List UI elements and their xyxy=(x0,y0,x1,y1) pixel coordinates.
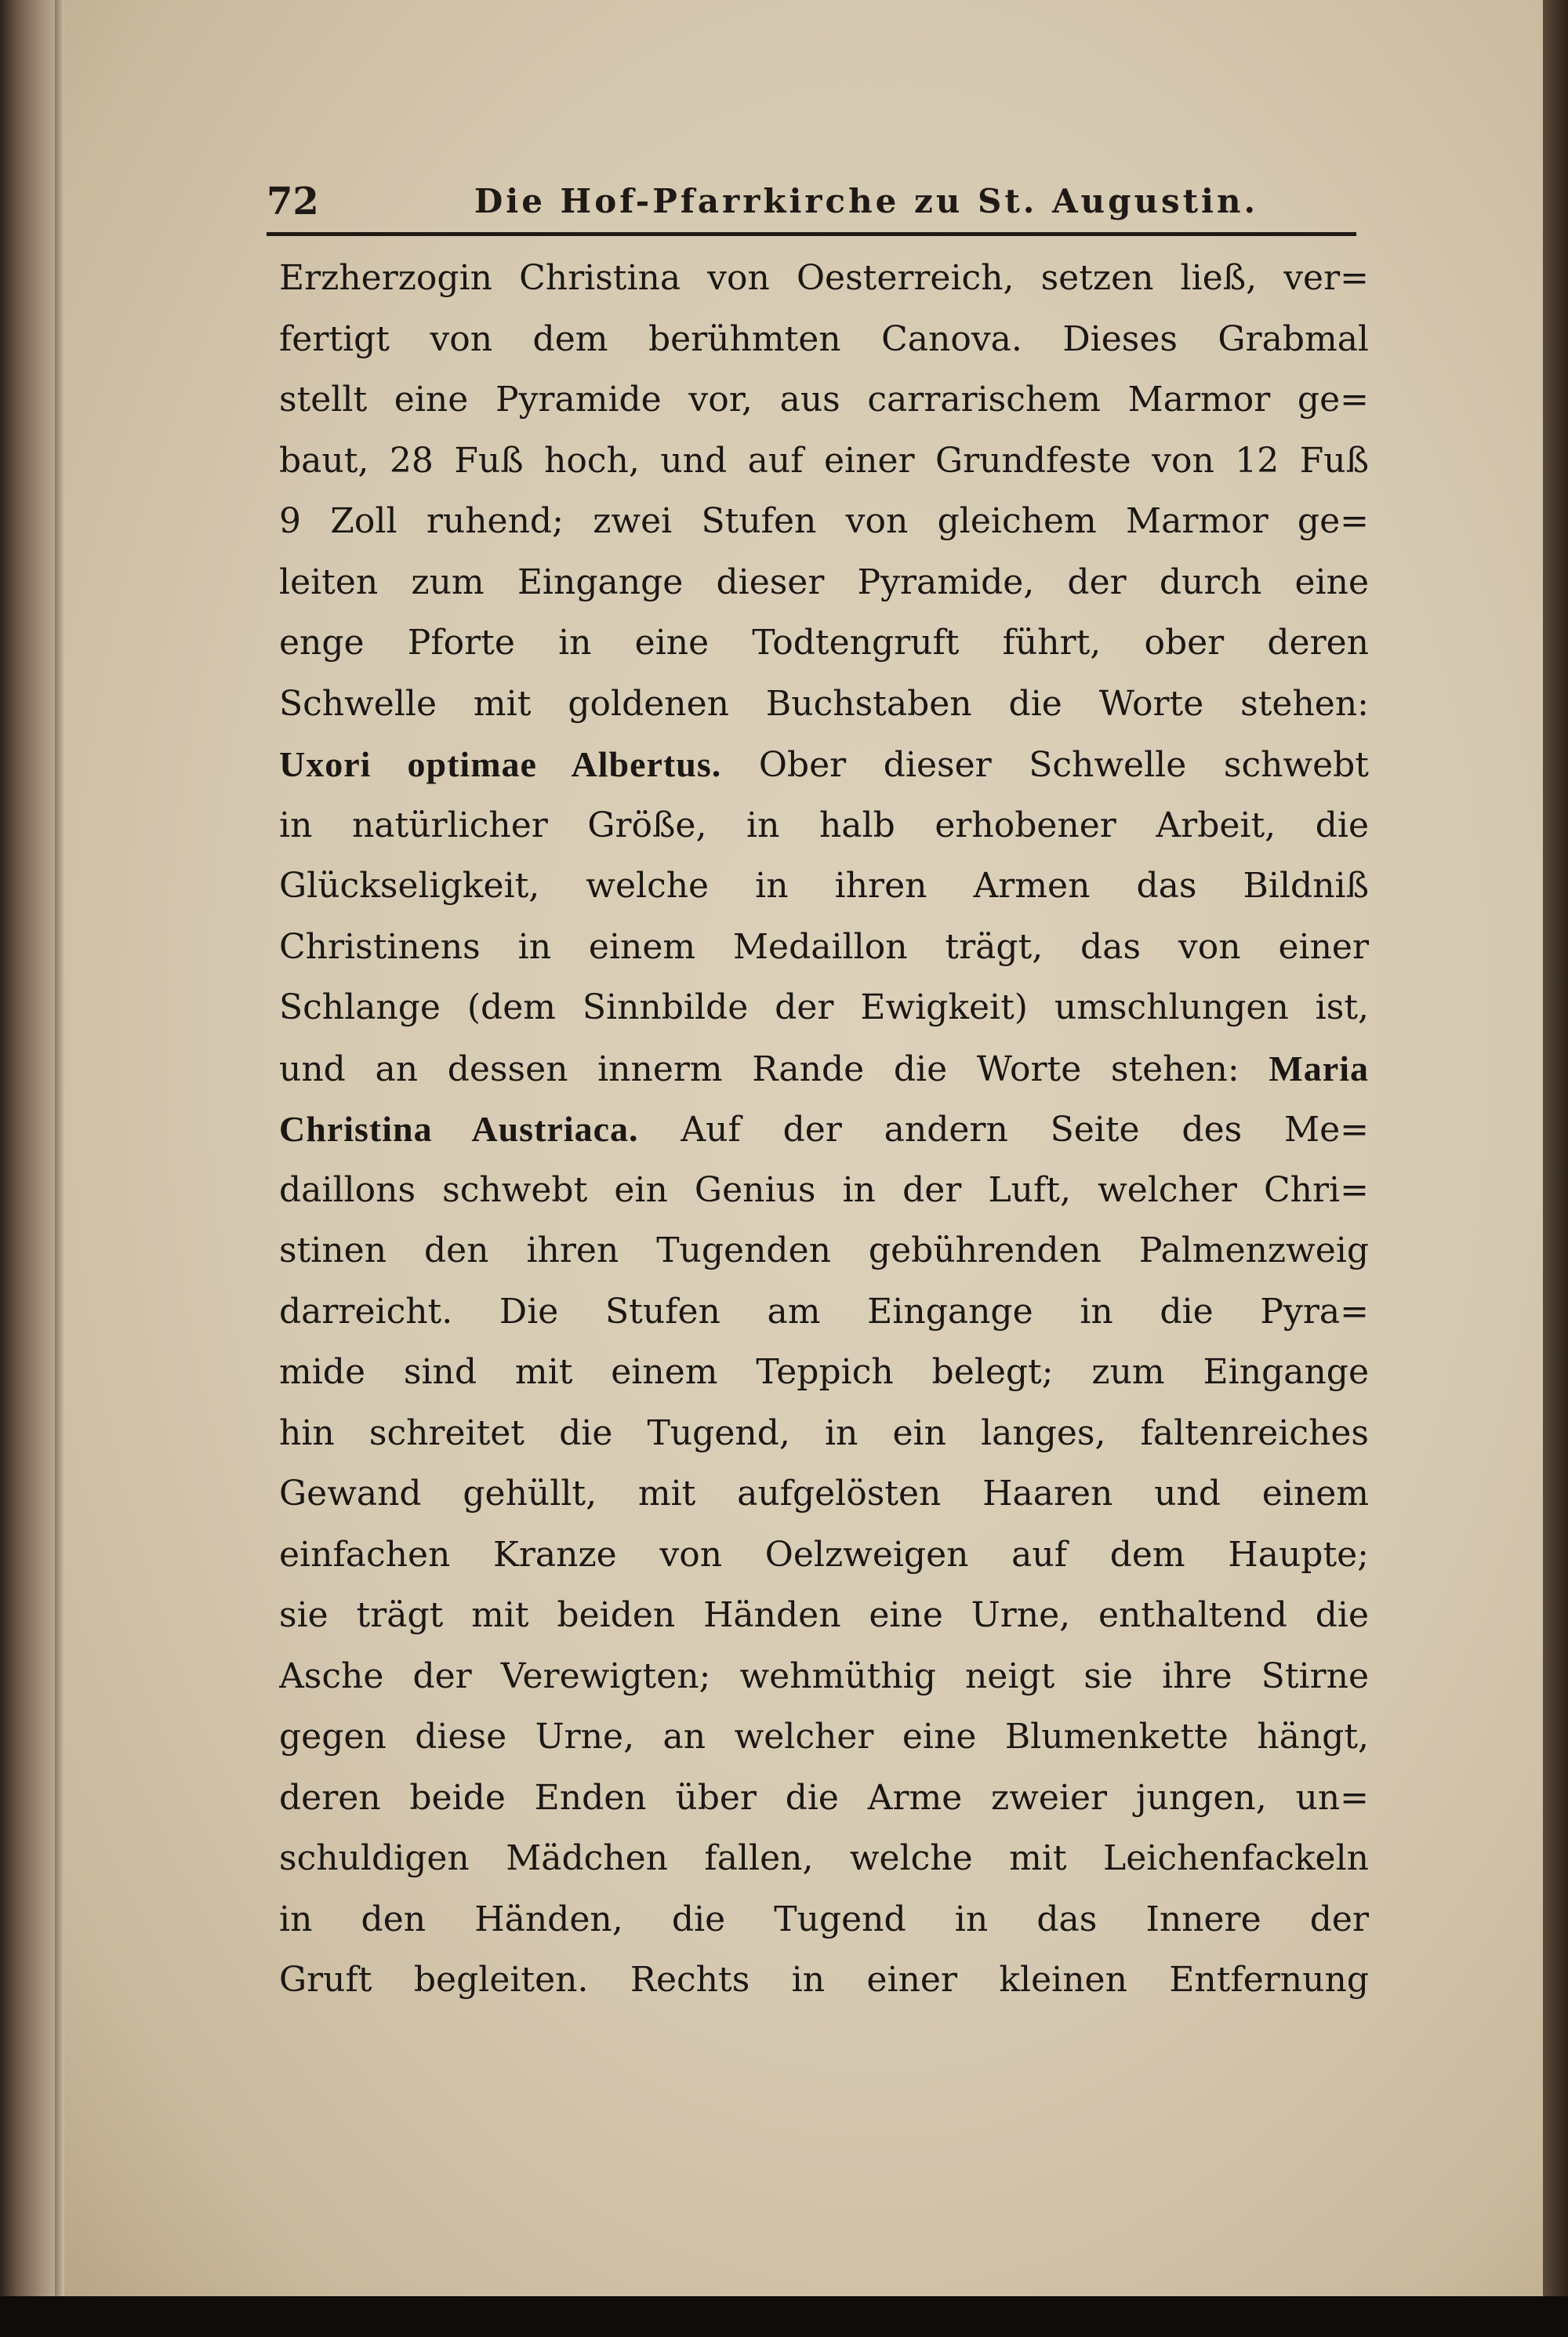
text-line: fertigt von dem berühmten Canova. Dieses Grabmal xyxy=(279,318,1369,359)
page-stack-edge xyxy=(55,0,64,2337)
cover-right-edge xyxy=(1543,0,1568,2337)
page-number: 72 xyxy=(267,180,319,224)
text-line: schuldigen Mädchen fallen, welche mit Leichenfackeln xyxy=(279,1838,1369,1878)
text-line: 9 Zoll ruhend; zwei Stufen von gleichem Marmor ge= xyxy=(279,501,1369,541)
text-line: Schwelle mit goldenen Buchstaben die Worte stehen: xyxy=(279,683,1369,724)
text-line: in den Händen, die Tugend in das Innere der xyxy=(279,1899,1369,1939)
text-line: stellt eine Pyramide vor, aus carrarischem Marmor ge= xyxy=(279,380,1369,420)
text-line: enge Pforte in eine Todtengruft führt, ober deren xyxy=(279,623,1369,663)
text-line: in natürlicher Größe, in halb erhobener Arbeit, die xyxy=(279,805,1369,845)
text-fragment: Auf der andern Seite des Me= xyxy=(681,1110,1369,1150)
latin-inscription: Uxori optimae Albertus. xyxy=(279,744,722,784)
text-line: gegen diese Urne, an welcher eine Blumenkette hängt, xyxy=(279,1717,1369,1757)
text-line: baut, 28 Fuß hoch, und auf einer Grundfeste von 12 Fuß xyxy=(279,440,1369,481)
text-line: mide sind mit einem Teppich belegt; zum Eingange xyxy=(279,1352,1369,1392)
text-fragment: und an dessen innerm Rande die Worte stehen: xyxy=(279,1049,1240,1089)
body-text xyxy=(279,248,1369,2011)
text-line: Christinens in einem Medaillon trägt, das von einer xyxy=(279,926,1369,967)
text-line: stinen den ihren Tugenden gebührenden Palmenzweig xyxy=(279,1230,1369,1270)
page-header xyxy=(267,174,1356,229)
text-line-with-inscription xyxy=(279,1038,1369,1099)
text-line: hin schreitet die Tugend, in ein langes, faltenreiches xyxy=(279,1412,1369,1453)
text-line: Glückseligkeit, welche in ihren Armen das Bildniß xyxy=(279,866,1369,906)
text-line: deren beide Enden über die Arme zweier jungen, un= xyxy=(279,1777,1369,1818)
text-line: daillons schwebt ein Genius in der Luft, welcher Chri= xyxy=(279,1169,1369,1210)
text-fragment: Ober dieser Schwelle schwebt xyxy=(758,745,1369,785)
latin-inscription: Maria xyxy=(1269,1048,1369,1089)
running-head-title: Die Hof-Pfarrkirche zu St. Augustin. xyxy=(474,182,1259,220)
text-line: Gewand gehüllt, mit aufgelösten Haaren und einem xyxy=(279,1474,1369,1514)
text-line: darreicht. Die Stufen am Eingange in die Pyra= xyxy=(279,1291,1369,1332)
latin-inscription: Christina Austriaca. xyxy=(279,1109,639,1149)
text-line: sie trägt mit beiden Händen eine Urne, enthaltend die xyxy=(279,1595,1369,1635)
text-line: Erzherzogin Christina von Oesterreich, setzen ließ, ver= xyxy=(279,258,1369,298)
text-line: Schlange (dem Sinnbilde der Ewigkeit) umschlungen ist, xyxy=(279,987,1369,1027)
book-binding-edge xyxy=(0,0,55,2337)
text-line: Gruft begleiten. Rechts in einer kleinen Entfernung xyxy=(279,1960,1369,2000)
text-line-with-inscription xyxy=(279,1099,1369,1160)
text-line: Asche der Verewigten; wehmüthig neigt sie ihre Stirne xyxy=(279,1656,1369,1696)
text-line: einfachen Kranze von Oelzweigen auf dem Haupte; xyxy=(279,1534,1369,1575)
text-line-with-inscription xyxy=(279,734,1369,795)
text-line: leiten zum Eingange dieser Pyramide, der durch eine xyxy=(279,562,1369,602)
cover-bottom-edge xyxy=(0,2296,1568,2337)
header-rule xyxy=(267,232,1356,236)
